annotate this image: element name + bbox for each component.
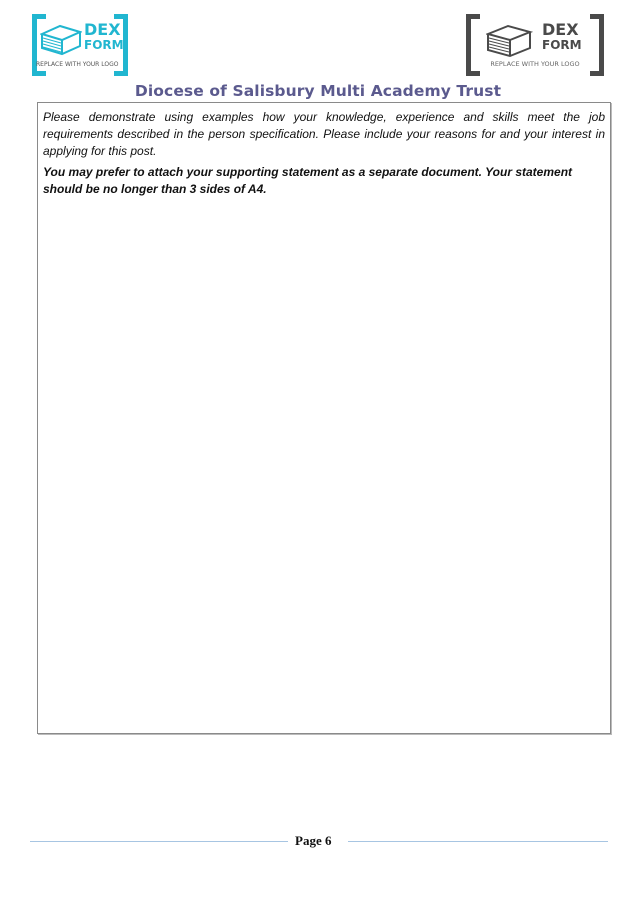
page-title: Diocese of Salisbury Multi Academy Trust — [134, 82, 502, 100]
paper-stack-icon — [486, 22, 534, 58]
paper-stack-icon — [40, 22, 82, 56]
page-number: Page 6 — [295, 833, 332, 848]
logo-wordmark: DEX FORM — [84, 20, 124, 52]
statement-note: You may prefer to attach your supporting statement as a separate document. Your statement should be no longer than 3 sides of A4. — [43, 165, 573, 196]
logo-right — [466, 14, 604, 76]
footer-divider-left — [30, 841, 288, 842]
page-footer — [30, 833, 608, 853]
supporting-statement-field[interactable] — [37, 102, 611, 734]
statement-instructions: Please demonstrate using examples how your knowledge, experience and skills meet the job requirements described in the person specification. Please include your reasons for and your interest in applying for this post. — [43, 110, 605, 158]
logo-wordmark: DEX FORM — [542, 20, 582, 52]
logo-left — [32, 14, 128, 76]
logo-tagline: REPLACE WITH YOUR LOGO — [490, 60, 580, 68]
footer-divider-right — [348, 841, 608, 842]
logo-tagline: REPLACE WITH YOUR LOGO — [36, 61, 119, 68]
